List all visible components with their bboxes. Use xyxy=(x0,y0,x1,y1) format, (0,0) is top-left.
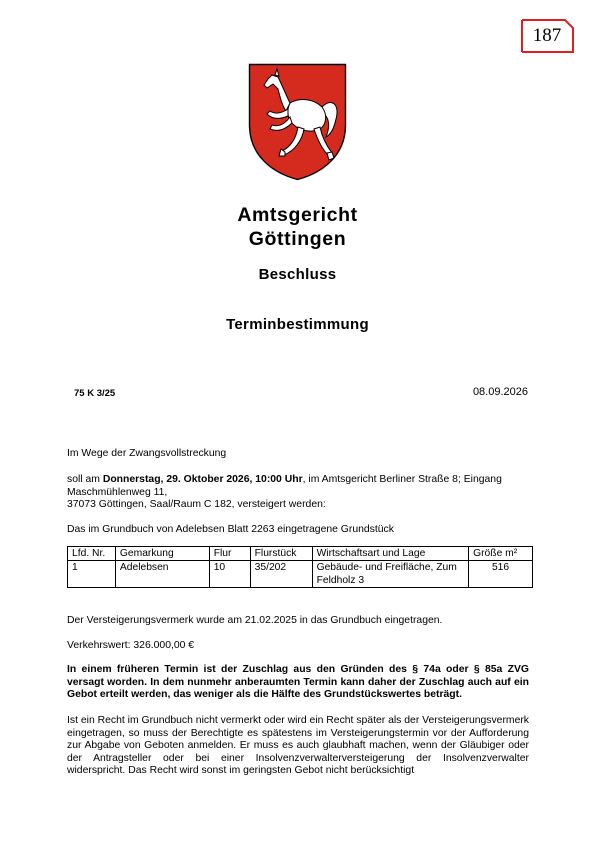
table-header-cell: Flurstück xyxy=(250,547,312,561)
document-date: 08.09.2026 xyxy=(472,386,528,398)
document-subject: Terminbestimmung xyxy=(226,316,369,333)
property-table xyxy=(67,546,533,588)
page-number-tab xyxy=(521,19,574,53)
table-cell: 10 xyxy=(209,561,250,588)
table-row xyxy=(68,561,533,588)
file-number: 75 K 3/25 xyxy=(74,388,116,399)
court-name xyxy=(0,203,595,251)
table-header-cell: Gemarkung xyxy=(115,547,209,561)
table-header-cell: Wirtschaftsart und Lage xyxy=(312,547,469,561)
property-intro: Das im Grundbuch von Adelebsen Blatt 2263 eingetragene Grundstück xyxy=(67,524,394,535)
vermerk-paragraph: Der Versteigerungsvermerk wurde am 21.02.2025 in das Grundbuch eingetragen. xyxy=(67,615,443,626)
schedule-datetime: Donnerstag, 29. Oktober 2026, 10:00 Uhr xyxy=(102,474,303,485)
table-cell: Gebäude- und Freifläche, Zum Feldholz 3 xyxy=(312,561,469,588)
schedule-location: , im Amtsgericht Berliner Straße 8; Eingang Maschmühlenweg 11, xyxy=(67,474,502,498)
document-type: Beschluss xyxy=(258,266,337,283)
table-header-row xyxy=(68,547,533,561)
table-cell: Adelebsen xyxy=(115,561,209,588)
saxon-steed-crest-icon xyxy=(248,63,347,181)
notice-paragraph: In einem früheren Termin ist der Zuschlag aus den Gründen des § 74a oder § 85a ZVG versagt worden. In dem nunmehr anberaumten Termin kann daher der Zuschlag auch auf ein Gebot erteilt werden, das weniger als die Hälfte des Grundstückswertes beträgt. xyxy=(67,664,529,701)
schedule-prefix: soll am xyxy=(67,474,103,485)
intro-paragraph: Im Wege der Zwangsvollstreckung xyxy=(67,448,227,459)
table-header-cell: Lfd. Nr. xyxy=(68,547,116,561)
table-cell: 35/202 xyxy=(250,561,312,588)
court-name-line1: Amtsgericht xyxy=(237,204,358,226)
schedule-location-line2: 37073 Göttingen, Saal/Raum C 182, versteigert werden: xyxy=(67,499,326,511)
verkehrswert: Verkehrswert: 326.000,00 € xyxy=(67,640,195,651)
table-header-cell: Größe m² xyxy=(469,547,533,561)
table-cell: 1 xyxy=(68,561,116,588)
table-header-cell: Flur xyxy=(209,547,250,561)
court-name-line2: Göttingen xyxy=(248,228,347,250)
page-number: 187 xyxy=(532,25,562,46)
table-cell: 516 xyxy=(469,561,533,588)
rights-paragraph: Ist ein Recht im Grundbuch nicht vermerkt oder wird ein Recht später als der Versteigerungsvermerk eingetragen, so muss der Berechtigte es spätestens im Versteigerungstermin vor der Aufforderung zur Abgabe von Geboten anmelden. Er muss es auch glaubhaft machen, wenn der Gläubiger oder der Antragsteller oder bei einer Insolvenzverwalterversteigerung der Insolvenzverwalter widerspricht. Das Recht wird sonst im geringsten Gebot nicht berücksichtigt xyxy=(67,715,530,777)
schedule-paragraph xyxy=(67,474,528,512)
